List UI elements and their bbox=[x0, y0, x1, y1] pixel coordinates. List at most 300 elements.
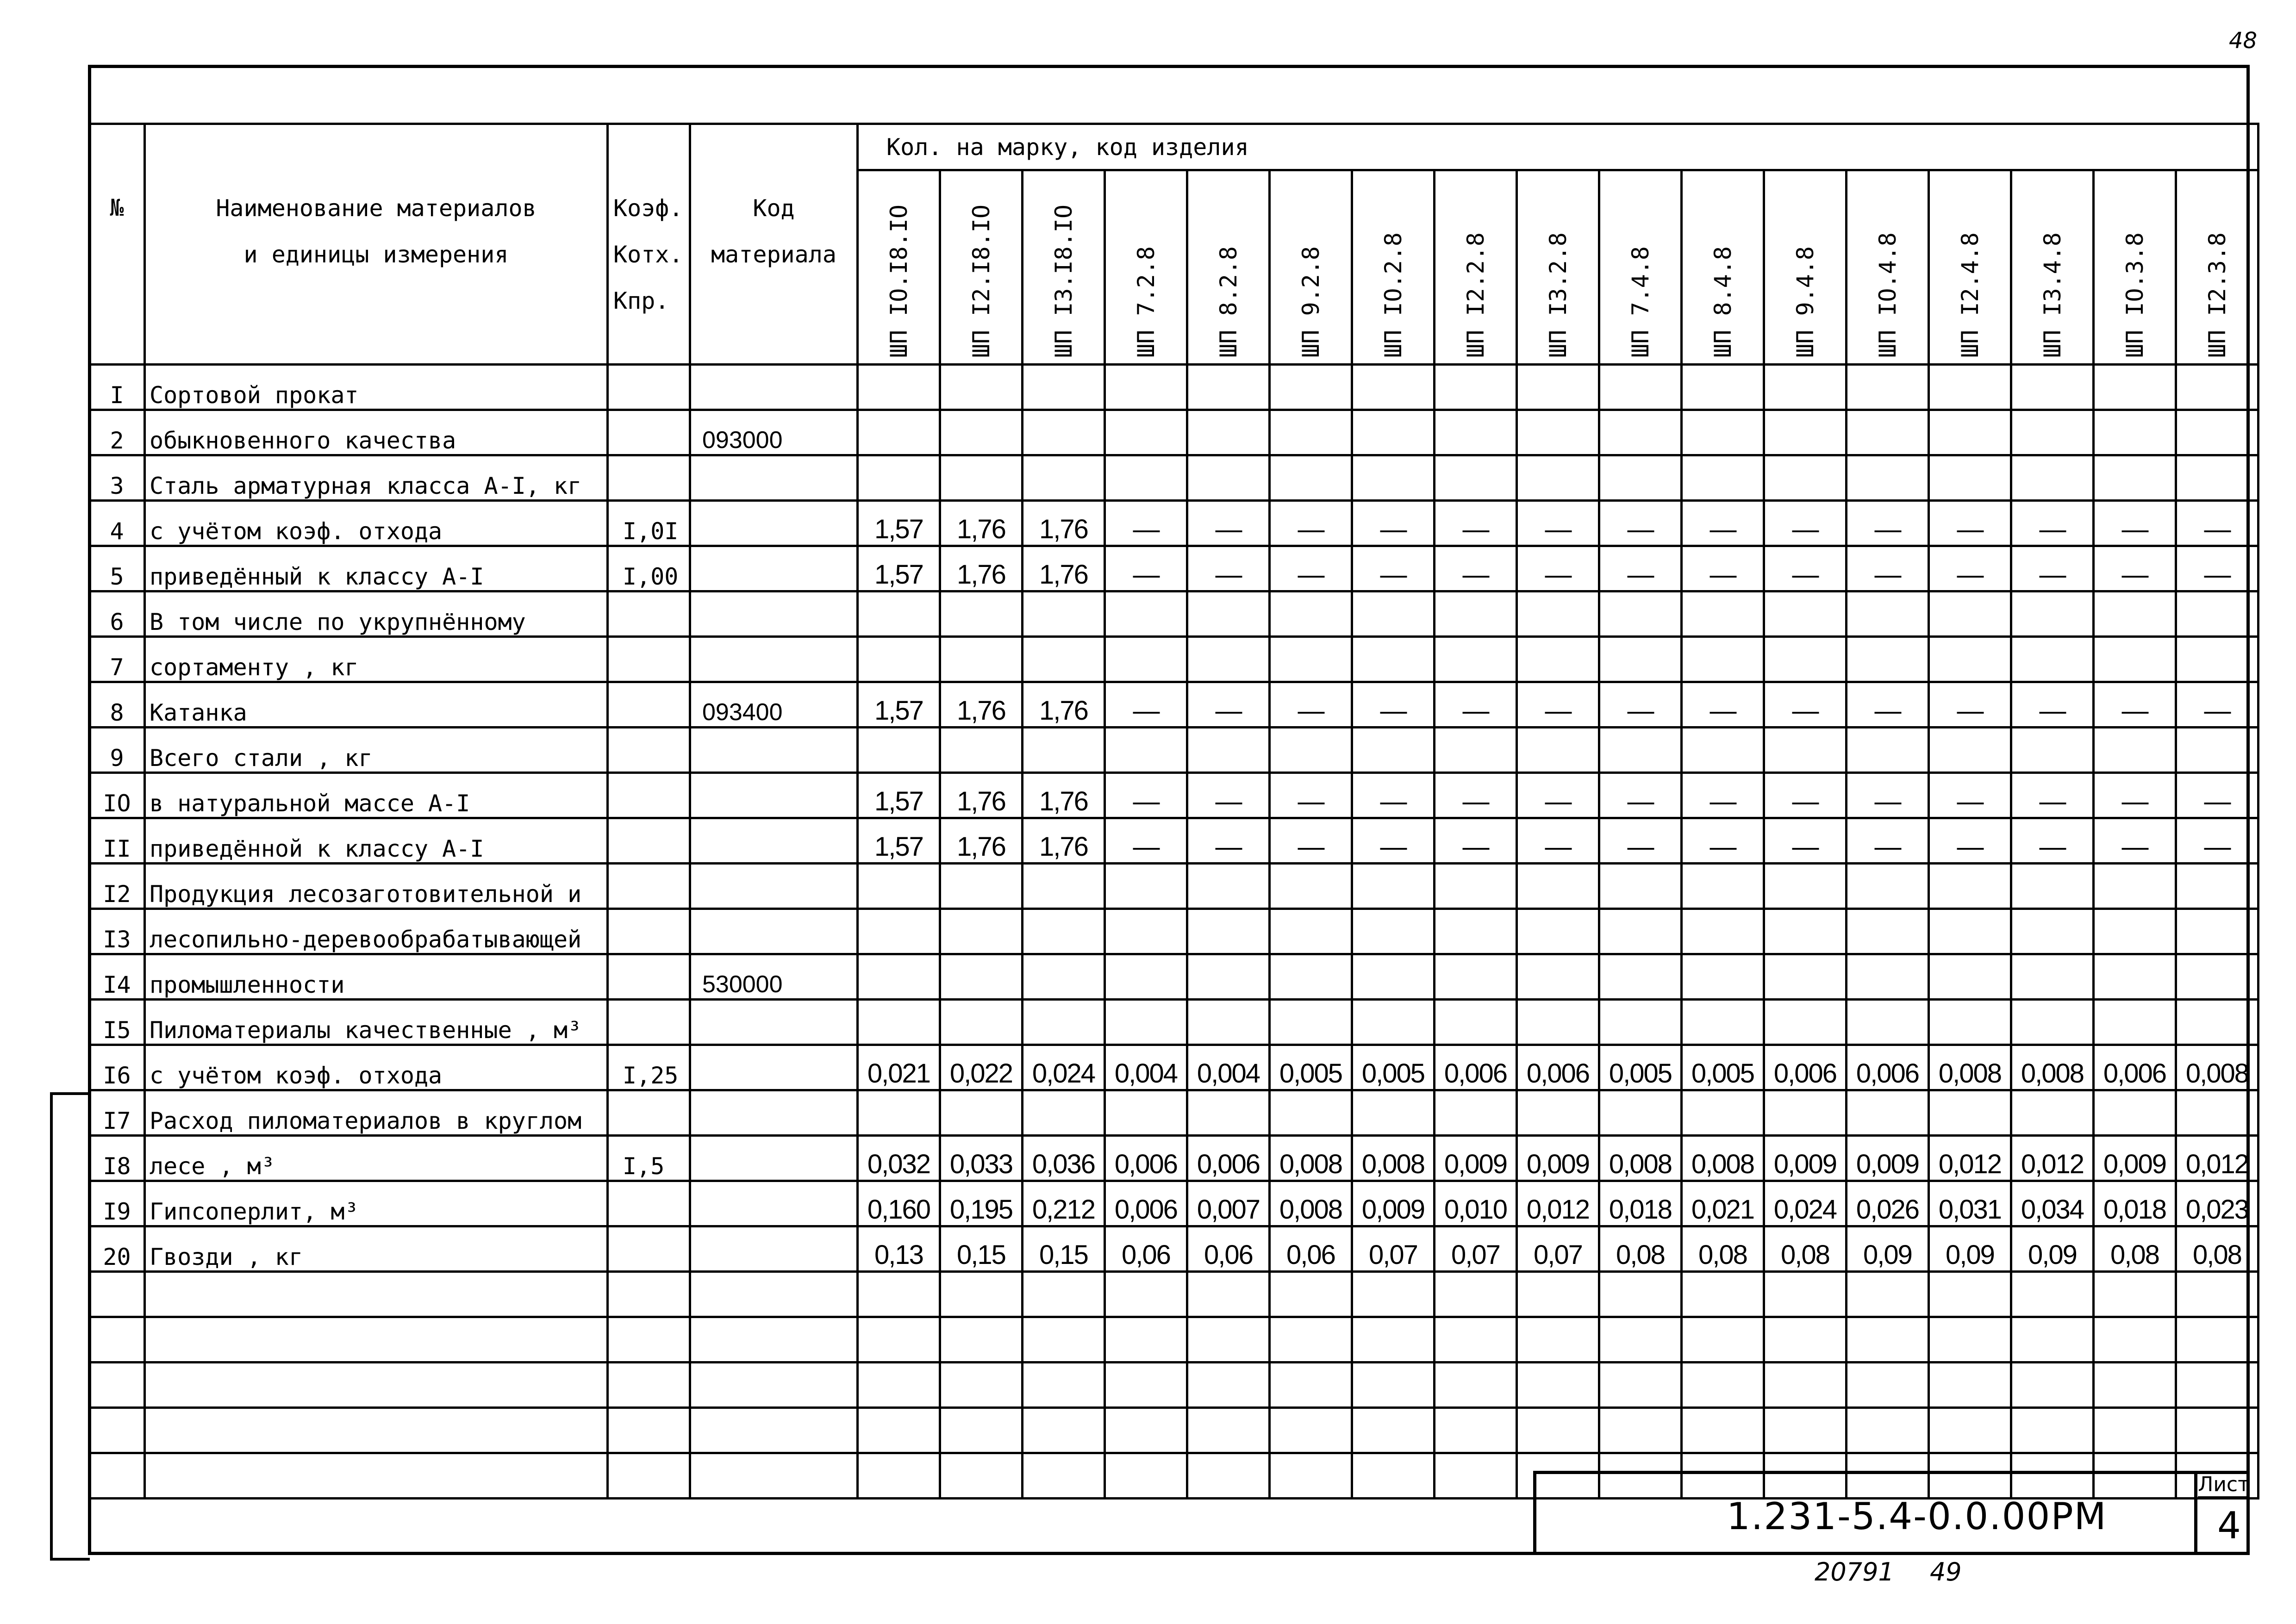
empty-cell bbox=[2011, 1272, 2094, 1317]
product-label: ШП IO.2.8 bbox=[1379, 232, 1407, 358]
quantity-cell bbox=[858, 410, 940, 455]
quantity-cell: 1,57 bbox=[858, 501, 940, 546]
quantity-cell: — bbox=[2011, 546, 2094, 591]
empty-cell bbox=[145, 1453, 608, 1499]
empty-cell bbox=[1105, 1317, 1187, 1363]
quantity-cell: — bbox=[1764, 818, 1847, 864]
quantity-cell: 0,021 bbox=[858, 1045, 940, 1090]
quantity-cell bbox=[940, 365, 1023, 410]
header-code: Код материала bbox=[690, 124, 858, 365]
quantity-cell: — bbox=[1352, 818, 1435, 864]
product-header bbox=[1352, 170, 1435, 365]
quantity-cell: 0,08 bbox=[2094, 1226, 2176, 1272]
empty-cell bbox=[690, 1317, 858, 1363]
table-row bbox=[89, 1181, 2259, 1226]
empty-cell bbox=[2011, 1408, 2094, 1453]
quantity-cell: — bbox=[1435, 682, 1517, 728]
empty-cell bbox=[1682, 1363, 1764, 1408]
table-row bbox=[89, 546, 2259, 591]
quantity-cell: — bbox=[1517, 818, 1599, 864]
quantity-cell bbox=[1187, 728, 1270, 773]
empty-cell bbox=[1270, 1363, 1352, 1408]
quantity-cell: — bbox=[1847, 682, 1929, 728]
row-number: IO bbox=[89, 773, 145, 818]
quantity-cell bbox=[1105, 410, 1187, 455]
empty-cell bbox=[1435, 1363, 1517, 1408]
empty-cell bbox=[1270, 1453, 1352, 1499]
quantity-cell bbox=[1105, 365, 1187, 410]
empty-cell bbox=[1187, 1453, 1270, 1499]
quantity-cell: 0,006 bbox=[1847, 1045, 1929, 1090]
product-label: ШП 7.2.8 bbox=[1132, 246, 1160, 358]
material-name: Продукция лесозаготовительной и bbox=[145, 864, 608, 909]
quantity-cell bbox=[1435, 365, 1517, 410]
coefficient bbox=[608, 637, 690, 682]
quantity-cell bbox=[940, 1090, 1023, 1136]
quantity-cell: 0,009 bbox=[1517, 1136, 1599, 1181]
quantity-cell: — bbox=[1929, 501, 2011, 546]
empty-cell bbox=[89, 1408, 145, 1453]
quantity-cell bbox=[1352, 954, 1435, 1000]
product-header bbox=[1105, 170, 1187, 365]
quantity-cell: 0,022 bbox=[940, 1045, 1023, 1090]
quantity-cell: 0,15 bbox=[940, 1226, 1023, 1272]
table-row bbox=[89, 818, 2259, 864]
quantity-cell: 0,006 bbox=[1435, 1045, 1517, 1090]
quantity-cell: 0,005 bbox=[1599, 1045, 1682, 1090]
quantity-cell: — bbox=[2011, 773, 2094, 818]
material-code bbox=[690, 728, 858, 773]
quantity-cell bbox=[1023, 1000, 1105, 1045]
quantity-cell: 0,024 bbox=[1764, 1181, 1847, 1226]
product-label: ШП I3.2.8 bbox=[1544, 232, 1572, 358]
quantity-cell bbox=[1599, 591, 1682, 637]
material-name: сортаменту , кг bbox=[145, 637, 608, 682]
quantity-cell: 0,008 bbox=[1270, 1181, 1352, 1226]
row-number: I4 bbox=[89, 954, 145, 1000]
quantity-cell bbox=[1929, 410, 2011, 455]
table-row bbox=[89, 365, 2259, 410]
quantity-cell bbox=[2176, 455, 2259, 501]
quantity-cell bbox=[1517, 728, 1599, 773]
table-row bbox=[89, 591, 2259, 637]
quantity-cell bbox=[1187, 954, 1270, 1000]
quantity-cell: 1,76 bbox=[1023, 501, 1105, 546]
quantity-cell bbox=[1435, 410, 1517, 455]
quantity-cell bbox=[2011, 637, 2094, 682]
row-number: 5 bbox=[89, 546, 145, 591]
row-number: II bbox=[89, 818, 145, 864]
empty-cell bbox=[1764, 1363, 1847, 1408]
quantity-cell: — bbox=[2011, 501, 2094, 546]
quantity-cell: 1,76 bbox=[940, 546, 1023, 591]
quantity-cell bbox=[1352, 909, 1435, 954]
empty-cell bbox=[1352, 1363, 1435, 1408]
quantity-cell bbox=[1023, 365, 1105, 410]
quantity-cell bbox=[1847, 1000, 1929, 1045]
empty-cell bbox=[1187, 1272, 1270, 1317]
table-row bbox=[89, 728, 2259, 773]
empty-row bbox=[89, 1272, 2259, 1317]
row-number: 9 bbox=[89, 728, 145, 773]
coefficient: I,0I bbox=[608, 501, 690, 546]
quantity-cell bbox=[1764, 591, 1847, 637]
empty-cell bbox=[1847, 1408, 1929, 1453]
quantity-cell bbox=[1682, 1090, 1764, 1136]
quantity-cell bbox=[1435, 728, 1517, 773]
product-label: ШП 9.2.8 bbox=[1297, 246, 1324, 358]
quantity-cell: — bbox=[2176, 546, 2259, 591]
material-name: приведённой к классу А-I bbox=[145, 818, 608, 864]
material-code bbox=[690, 546, 858, 591]
product-label: ШП 8.4.8 bbox=[1709, 246, 1736, 358]
quantity-cell bbox=[1847, 637, 1929, 682]
quantity-cell bbox=[1764, 455, 1847, 501]
quantity-cell: 0,06 bbox=[1105, 1226, 1187, 1272]
empty-cell bbox=[1435, 1408, 1517, 1453]
empty-cell bbox=[2094, 1408, 2176, 1453]
empty-cell bbox=[1517, 1408, 1599, 1453]
table-row bbox=[89, 501, 2259, 546]
coefficient bbox=[608, 1090, 690, 1136]
quantity-cell: — bbox=[1682, 818, 1764, 864]
row-number: 2 bbox=[89, 410, 145, 455]
quantity-cell bbox=[2011, 864, 2094, 909]
quantity-cell bbox=[1599, 909, 1682, 954]
quantity-cell: 0,010 bbox=[1435, 1181, 1517, 1226]
table-row bbox=[89, 1226, 2259, 1272]
quantity-cell bbox=[1764, 637, 1847, 682]
quantity-cell: 0,006 bbox=[1764, 1045, 1847, 1090]
empty-cell bbox=[1023, 1272, 1105, 1317]
coefficient bbox=[608, 818, 690, 864]
row-number: I7 bbox=[89, 1090, 145, 1136]
empty-cell bbox=[1847, 1272, 1929, 1317]
coefficient bbox=[608, 864, 690, 909]
quantity-cell: 0,012 bbox=[2176, 1136, 2259, 1181]
material-name: Всего стали , кг bbox=[145, 728, 608, 773]
material-code bbox=[690, 1226, 858, 1272]
empty-cell bbox=[1187, 1408, 1270, 1453]
quantity-cell: 0,024 bbox=[1023, 1045, 1105, 1090]
material-name: Гвозди , кг bbox=[145, 1226, 608, 1272]
product-label: ШП I2.2.8 bbox=[1462, 232, 1489, 358]
quantity-cell: — bbox=[1682, 501, 1764, 546]
quantity-cell bbox=[1764, 1090, 1847, 1136]
quantity-cell: 0,008 bbox=[1352, 1136, 1435, 1181]
product-header bbox=[858, 170, 940, 365]
quantity-cell: 1,76 bbox=[1023, 682, 1105, 728]
row-number: 4 bbox=[89, 501, 145, 546]
quantity-cell bbox=[1682, 637, 1764, 682]
empty-cell bbox=[1435, 1453, 1517, 1499]
material-code: 093000 bbox=[690, 410, 858, 455]
material-name: Пиломатериалы качественные , м³ bbox=[145, 1000, 608, 1045]
quantity-cell: — bbox=[1105, 682, 1187, 728]
material-code bbox=[690, 1136, 858, 1181]
quantity-cell bbox=[858, 954, 940, 1000]
quantity-cell: — bbox=[1847, 546, 1929, 591]
product-header bbox=[2011, 170, 2094, 365]
quantity-cell bbox=[1764, 410, 1847, 455]
quantity-cell bbox=[1352, 1000, 1435, 1045]
quantity-cell bbox=[940, 637, 1023, 682]
quantity-cell: — bbox=[1187, 546, 1270, 591]
quantity-cell bbox=[940, 864, 1023, 909]
table-row bbox=[89, 637, 2259, 682]
quantity-cell: 0,012 bbox=[2011, 1136, 2094, 1181]
quantity-cell bbox=[1352, 410, 1435, 455]
quantity-cell bbox=[1517, 637, 1599, 682]
empty-cell bbox=[1764, 1272, 1847, 1317]
empty-cell bbox=[1517, 1363, 1599, 1408]
empty-cell bbox=[690, 1272, 858, 1317]
table-row bbox=[89, 1090, 2259, 1136]
quantity-cell bbox=[1352, 1090, 1435, 1136]
quantity-cell: — bbox=[1764, 546, 1847, 591]
coefficient bbox=[608, 410, 690, 455]
quantity-cell bbox=[1187, 909, 1270, 954]
quantity-cell: 0,06 bbox=[1187, 1226, 1270, 1272]
empty-cell bbox=[940, 1363, 1023, 1408]
empty-cell bbox=[1929, 1317, 2011, 1363]
quantity-cell bbox=[1517, 1000, 1599, 1045]
quantity-cell: — bbox=[1517, 682, 1599, 728]
quantity-cell bbox=[2094, 410, 2176, 455]
empty-cell bbox=[1435, 1317, 1517, 1363]
quantity-cell bbox=[1847, 591, 1929, 637]
quantity-cell bbox=[1847, 455, 1929, 501]
quantity-cell: 0,018 bbox=[1599, 1181, 1682, 1226]
quantity-cell bbox=[858, 864, 940, 909]
quantity-cell: — bbox=[1599, 546, 1682, 591]
quantity-cell bbox=[1517, 455, 1599, 501]
table-row bbox=[89, 864, 2259, 909]
quantity-cell bbox=[858, 365, 940, 410]
row-number: 3 bbox=[89, 455, 145, 501]
empty-cell bbox=[2176, 1408, 2259, 1453]
product-header bbox=[2094, 170, 2176, 365]
quantity-cell bbox=[1599, 410, 1682, 455]
quantity-cell: — bbox=[1435, 818, 1517, 864]
empty-cell bbox=[1187, 1363, 1270, 1408]
quantity-cell: 0,008 bbox=[1270, 1136, 1352, 1181]
quantity-cell: — bbox=[1599, 682, 1682, 728]
header-group: Кол. на марку, код изделия bbox=[858, 124, 2259, 170]
empty-row bbox=[89, 1363, 2259, 1408]
quantity-cell: — bbox=[2094, 773, 2176, 818]
product-header bbox=[940, 170, 1023, 365]
quantity-cell: — bbox=[1270, 682, 1352, 728]
quantity-cell bbox=[1187, 591, 1270, 637]
row-number: I9 bbox=[89, 1181, 145, 1226]
empty-cell bbox=[89, 1272, 145, 1317]
product-label: ШП 7.4.8 bbox=[1627, 246, 1654, 358]
empty-cell bbox=[2176, 1272, 2259, 1317]
quantity-cell: — bbox=[1929, 773, 2011, 818]
table-row bbox=[89, 909, 2259, 954]
quantity-cell: — bbox=[1187, 501, 1270, 546]
page-number: 48 bbox=[2229, 28, 2258, 54]
quantity-cell bbox=[2094, 365, 2176, 410]
quantity-cell bbox=[1023, 591, 1105, 637]
quantity-cell bbox=[1764, 1000, 1847, 1045]
quantity-cell bbox=[1270, 637, 1352, 682]
material-name: с учётом коэф. отхода bbox=[145, 1045, 608, 1090]
quantity-cell bbox=[2176, 591, 2259, 637]
quantity-cell: — bbox=[1682, 682, 1764, 728]
empty-cell bbox=[858, 1317, 940, 1363]
empty-cell bbox=[145, 1408, 608, 1453]
quantity-cell: 0,012 bbox=[1929, 1136, 2011, 1181]
quantity-cell bbox=[1435, 909, 1517, 954]
quantity-cell: 0,195 bbox=[940, 1181, 1023, 1226]
quantity-cell bbox=[1023, 954, 1105, 1000]
table-row bbox=[89, 773, 2259, 818]
quantity-cell: 0,009 bbox=[1352, 1181, 1435, 1226]
quantity-cell bbox=[2176, 365, 2259, 410]
material-name: Сталь арматурная класса А-I, кг bbox=[145, 455, 608, 501]
quantity-cell: — bbox=[1270, 818, 1352, 864]
quantity-cell bbox=[1105, 864, 1187, 909]
quantity-cell: 0,036 bbox=[1023, 1136, 1105, 1181]
quantity-cell: — bbox=[1682, 773, 1764, 818]
quantity-cell bbox=[1352, 728, 1435, 773]
quantity-cell bbox=[1105, 954, 1187, 1000]
sheet-label: Лист bbox=[2198, 1473, 2250, 1499]
quantity-cell: 0,007 bbox=[1187, 1181, 1270, 1226]
material-code bbox=[690, 818, 858, 864]
quantity-cell bbox=[1270, 591, 1352, 637]
quantity-cell: 0,08 bbox=[1682, 1226, 1764, 1272]
document-code: 1.231-5.4-0.0.00PM bbox=[1727, 1495, 2107, 1538]
material-name: в натуральной массе А-I bbox=[145, 773, 608, 818]
quantity-cell bbox=[2011, 455, 2094, 501]
product-label: ШП I3.4.8 bbox=[2039, 232, 2066, 358]
empty-cell bbox=[858, 1453, 940, 1499]
quantity-cell: 0,009 bbox=[1764, 1136, 1847, 1181]
quantity-cell bbox=[1929, 909, 2011, 954]
coefficient bbox=[608, 1226, 690, 1272]
quantity-cell bbox=[940, 1000, 1023, 1045]
quantity-cell: — bbox=[1929, 546, 2011, 591]
quantity-cell bbox=[858, 1000, 940, 1045]
empty-cell bbox=[2094, 1272, 2176, 1317]
product-label: ШП 8.2.8 bbox=[1215, 246, 1242, 358]
quantity-cell: 0,009 bbox=[2094, 1136, 2176, 1181]
table-row bbox=[89, 410, 2259, 455]
quantity-cell: 1,57 bbox=[858, 818, 940, 864]
quantity-cell: 1,57 bbox=[858, 546, 940, 591]
binding-strip bbox=[50, 1092, 90, 1561]
quantity-cell bbox=[2011, 1090, 2094, 1136]
quantity-cell: 0,008 bbox=[1599, 1136, 1682, 1181]
quantity-cell: — bbox=[1682, 546, 1764, 591]
empty-cell bbox=[1929, 1363, 2011, 1408]
row-number: I bbox=[89, 365, 145, 410]
quantity-cell: 0,009 bbox=[1847, 1136, 1929, 1181]
empty-cell bbox=[1023, 1453, 1105, 1499]
quantity-cell bbox=[1105, 1000, 1187, 1045]
quantity-cell: 0,006 bbox=[2094, 1045, 2176, 1090]
empty-cell bbox=[1599, 1408, 1682, 1453]
quantity-cell bbox=[2094, 591, 2176, 637]
product-header bbox=[2176, 170, 2259, 365]
quantity-cell: 0,15 bbox=[1023, 1226, 1105, 1272]
row-number: I5 bbox=[89, 1000, 145, 1045]
quantity-cell bbox=[1599, 728, 1682, 773]
quantity-cell bbox=[1270, 455, 1352, 501]
quantity-cell: 1,76 bbox=[1023, 773, 1105, 818]
empty-cell bbox=[1929, 1408, 2011, 1453]
quantity-cell bbox=[858, 455, 940, 501]
quantity-cell bbox=[1599, 954, 1682, 1000]
quantity-cell bbox=[1599, 864, 1682, 909]
quantity-cell: 1,76 bbox=[940, 682, 1023, 728]
empty-cell bbox=[858, 1408, 940, 1453]
quantity-cell bbox=[1023, 1090, 1105, 1136]
table-row bbox=[89, 954, 2259, 1000]
quantity-cell bbox=[1682, 591, 1764, 637]
empty-cell bbox=[2094, 1363, 2176, 1408]
empty-cell bbox=[1023, 1408, 1105, 1453]
quantity-cell: — bbox=[1599, 818, 1682, 864]
quantity-cell: 0,026 bbox=[1847, 1181, 1929, 1226]
product-header bbox=[1270, 170, 1352, 365]
quantity-cell bbox=[940, 410, 1023, 455]
quantity-cell bbox=[1435, 954, 1517, 1000]
material-code bbox=[690, 1045, 858, 1090]
quantity-cell: — bbox=[1352, 546, 1435, 591]
empty-cell bbox=[1517, 1272, 1599, 1317]
quantity-cell bbox=[2011, 591, 2094, 637]
product-label: ШП I2.4.8 bbox=[1956, 232, 1984, 358]
empty-cell bbox=[1105, 1408, 1187, 1453]
quantity-cell: — bbox=[1105, 773, 1187, 818]
quantity-cell bbox=[2176, 1090, 2259, 1136]
product-header bbox=[1599, 170, 1682, 365]
row-number: 20 bbox=[89, 1226, 145, 1272]
material-code bbox=[690, 455, 858, 501]
empty-cell bbox=[1023, 1317, 1105, 1363]
quantity-cell: 0,07 bbox=[1352, 1226, 1435, 1272]
material-code bbox=[690, 1090, 858, 1136]
empty-cell bbox=[1352, 1317, 1435, 1363]
material-code bbox=[690, 591, 858, 637]
quantity-cell: 1,57 bbox=[858, 773, 940, 818]
quantity-cell: 0,13 bbox=[858, 1226, 940, 1272]
quantity-cell bbox=[940, 591, 1023, 637]
table-row bbox=[89, 1000, 2259, 1045]
empty-cell bbox=[1105, 1272, 1187, 1317]
quantity-cell: — bbox=[1435, 773, 1517, 818]
empty-cell bbox=[2011, 1317, 2094, 1363]
quantity-cell: — bbox=[1270, 501, 1352, 546]
quantity-cell bbox=[1105, 455, 1187, 501]
quantity-cell bbox=[1023, 864, 1105, 909]
quantity-cell bbox=[1682, 365, 1764, 410]
quantity-cell: 0,160 bbox=[858, 1181, 940, 1226]
empty-cell bbox=[1023, 1363, 1105, 1408]
empty-cell bbox=[1105, 1363, 1187, 1408]
quantity-cell bbox=[1270, 864, 1352, 909]
product-label: ШП 9.4.8 bbox=[1791, 246, 1819, 358]
quantity-cell bbox=[1023, 637, 1105, 682]
quantity-cell: — bbox=[1105, 501, 1187, 546]
quantity-cell: 1,57 bbox=[858, 682, 940, 728]
quantity-cell bbox=[1847, 954, 1929, 1000]
quantity-cell bbox=[1847, 728, 1929, 773]
